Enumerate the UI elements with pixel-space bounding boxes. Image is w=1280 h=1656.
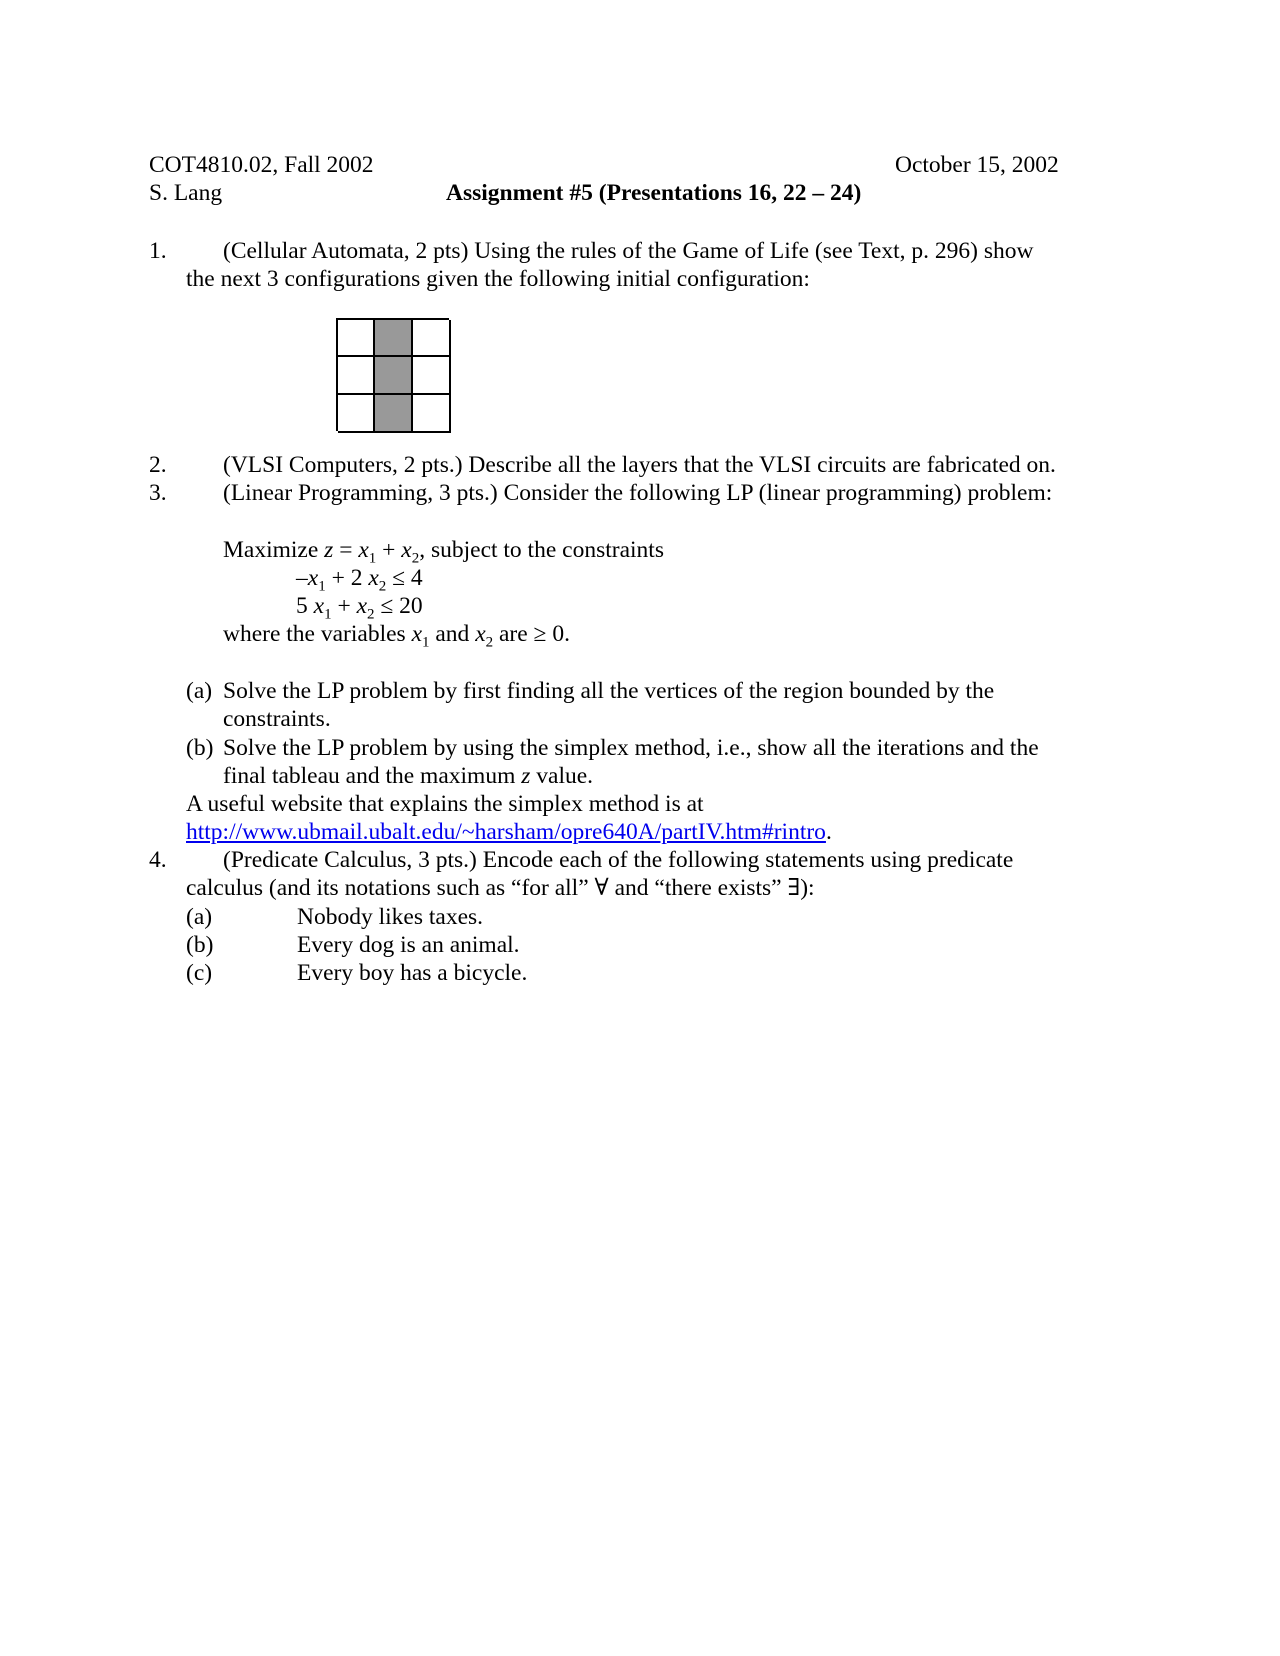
- q4-item-text: Every dog is an animal.: [297, 932, 520, 958]
- grid-cell-dead: [338, 357, 375, 395]
- sub: 1: [324, 606, 332, 623]
- q3-number: 3.: [149, 480, 167, 506]
- game-of-life-grid: [336, 318, 449, 431]
- course-label: COT4810.02, Fall 2002: [149, 152, 374, 178]
- sub: 1: [318, 578, 326, 595]
- sub: 1: [422, 634, 430, 651]
- author-label: S. Lang: [149, 180, 223, 206]
- grid-cell-alive: [375, 357, 413, 395]
- q4-item-text: Nobody likes taxes.: [297, 904, 484, 930]
- sub: 2: [411, 550, 420, 567]
- grid-cell-dead: [413, 357, 451, 395]
- where-suffix: are ≥ 0.: [493, 621, 570, 647]
- grid-cell-dead: [338, 395, 375, 433]
- q3-text: (Linear Programming, 3 pts.) Consider the following LP (linear programming) problem:: [223, 480, 1053, 506]
- var-x: x: [401, 537, 412, 563]
- q2-text: (VLSI Computers, 2 pts.) Describe all the layers that the VLSI circuits are fabricated on.: [223, 452, 1056, 478]
- part-b-prefix: final tableau and the maximum: [223, 763, 522, 789]
- var-z: z: [521, 763, 531, 789]
- simplex-website-link[interactable]: http://www.ubmail.ubalt.edu/~harsham/opre640A/partIV.htm#rintro: [186, 819, 826, 845]
- date-label: October 15, 2002: [895, 152, 1059, 178]
- q4-line2: calculus (and its notations such as “for all” ∀ and “there exists” ∃):: [186, 875, 815, 901]
- grid-cell-alive: [375, 395, 413, 433]
- sub: 2: [485, 634, 494, 651]
- part-b-suffix: value.: [530, 763, 594, 789]
- q4-item-label: (c): [186, 960, 213, 986]
- var-x: x: [475, 621, 486, 647]
- part-a-label: (a): [186, 678, 213, 704]
- var-z: z: [324, 537, 334, 563]
- constraint-1: $-x_1 + 2$ $x_2 \le 4$: [296, 565, 423, 595]
- q4-item-label: (b): [186, 932, 214, 958]
- website-line: [186, 818, 832, 846]
- q1-line1: (Cellular Automata, 2 pts) Using the rules of the Game of Life (see Text, p. 296) show: [223, 238, 1034, 264]
- q1-number: 1.: [149, 238, 167, 264]
- where-and: and: [429, 621, 476, 647]
- website-intro: A useful website that explains the simplex method is at: [186, 791, 704, 817]
- page-title: Assignment #5 (Presentations 16, 22 – 24): [446, 180, 862, 206]
- part-a-line1: Solve the LP problem by first finding all the vertices of the region bounded by the: [223, 678, 995, 704]
- var-x: x: [411, 621, 422, 647]
- var-x: x: [368, 565, 379, 591]
- q4-number: 4.: [149, 847, 167, 873]
- var-x: x: [358, 537, 369, 563]
- nonnegativity-line: [223, 620, 570, 651]
- q1-line2: the next 3 configurations given the following initial configuration:: [186, 266, 810, 292]
- grid-cell-dead: [338, 320, 375, 357]
- part-b-label: (b): [186, 735, 214, 761]
- sub: 2: [367, 606, 375, 623]
- q4-item-text: Every boy has a bicycle.: [297, 960, 528, 986]
- maximize-suffix: , subject to the constraints: [419, 537, 664, 563]
- var-x: x: [356, 593, 368, 619]
- q2-number: 2.: [149, 452, 167, 478]
- part-b-line1: Solve the LP problem by using the simplex method, i.e., show all the iterations and the: [223, 735, 1039, 761]
- part-a-line2: constraints.: [223, 706, 331, 732]
- sub: 1: [368, 550, 377, 567]
- maximize-prefix: Maximize: [223, 537, 325, 563]
- constraint-2: 5 $x_1 + x_2 \le 20$: [296, 593, 423, 623]
- grid-cell-alive: [375, 320, 413, 357]
- grid-cell-dead: [413, 320, 451, 357]
- website-period: .: [825, 819, 832, 845]
- var-x: x: [313, 593, 325, 619]
- where-prefix: where the variables: [223, 621, 412, 647]
- maximize-line: Maximize $z = x_1 + x_2$, subject to the constraints: [223, 537, 664, 567]
- q4-item-label: (a): [186, 904, 213, 930]
- var-x: x: [307, 565, 319, 591]
- grid-cell-dead: [413, 395, 451, 433]
- part-b-line2: [223, 762, 593, 790]
- sub: 2: [378, 578, 387, 595]
- q4-line1: (Predicate Calculus, 3 pts.) Encode each of the following statements using predicate: [223, 847, 1014, 873]
